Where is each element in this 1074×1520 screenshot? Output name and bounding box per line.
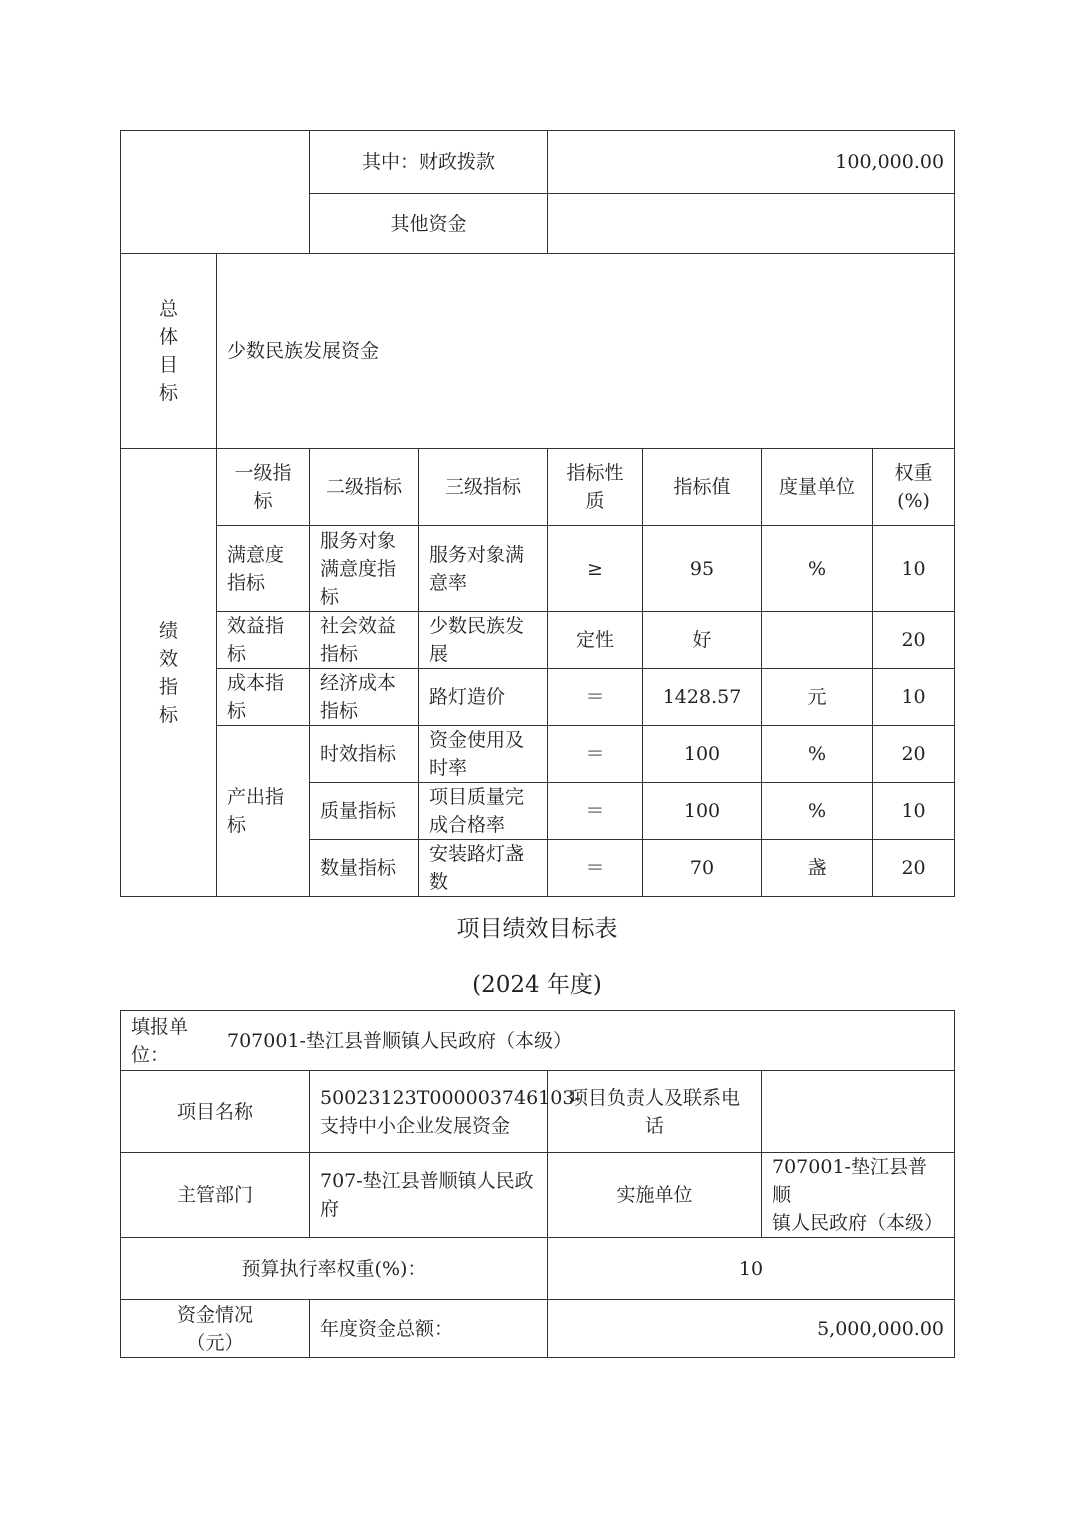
level1-cell: 满意度 指标 xyxy=(217,526,310,612)
weight-cell: 10 xyxy=(873,783,955,840)
fiscal-funding-label: 其中：财政拨款 xyxy=(310,131,548,194)
level1-cell: 产出指 标 xyxy=(217,726,310,897)
annual-total-value: 5,000,000.00 xyxy=(548,1300,955,1358)
table-row xyxy=(121,726,955,783)
level2-cell: 服务对象 满意度指 标 xyxy=(310,526,419,612)
weight-cell: 10 xyxy=(873,526,955,612)
value-cell: 95 xyxy=(643,526,762,612)
nature-cell: ≥ xyxy=(548,526,643,612)
header-weight: 权重 (%) xyxy=(873,449,955,526)
project-name-label: 项目名称 xyxy=(121,1071,310,1153)
performance-indicator-label: 绩 效 指 标 xyxy=(121,449,217,897)
fund-status-label: 资金情况 （元） xyxy=(121,1300,310,1358)
unit-cell: 盏 xyxy=(762,840,873,897)
level2-cell: 数量指标 xyxy=(310,840,419,897)
contact-label: 项目负责人及联系电 话 xyxy=(548,1071,762,1153)
blank-cell xyxy=(121,131,310,254)
value-cell: 好 xyxy=(643,612,762,669)
nature-cell: ＝ xyxy=(548,783,643,840)
filler-unit-value: 707001-垫江县普顺镇人民政府（本级） xyxy=(227,1029,572,1052)
table-row xyxy=(121,612,955,669)
budget-weight-label: 预算执行率权重(%)： xyxy=(121,1238,548,1300)
level3-cell: 安装路灯盏 数 xyxy=(419,840,548,897)
level2-cell: 时效指标 xyxy=(310,726,419,783)
annual-total-label: 年度资金总额： xyxy=(310,1300,548,1358)
table-row xyxy=(121,526,955,612)
header-level3: 三级指标 xyxy=(419,449,548,526)
document-year: (2024 年度) xyxy=(472,972,602,998)
overall-goal-text: 少数民族发展资金 xyxy=(217,254,955,449)
weight-cell: 10 xyxy=(873,669,955,726)
unit-cell: % xyxy=(762,726,873,783)
nature-cell: ＝ xyxy=(548,669,643,726)
budget-weight-value: 10 xyxy=(548,1238,955,1300)
header-level1: 一级指 标 xyxy=(217,449,310,526)
fiscal-funding-value: 100,000.00 xyxy=(548,131,955,194)
other-funding-label: 其他资金 xyxy=(310,194,548,254)
value-cell: 100 xyxy=(643,783,762,840)
filler-unit-label: 填报单 位： xyxy=(131,1015,189,1066)
unit-cell xyxy=(762,612,873,669)
level2-cell: 社会效益 指标 xyxy=(310,612,419,669)
value-cell: 70 xyxy=(643,840,762,897)
level3-cell: 少数民族发 展 xyxy=(419,612,548,669)
weight-cell: 20 xyxy=(873,726,955,783)
header-value: 指标值 xyxy=(643,449,762,526)
filler-unit-row xyxy=(121,1011,955,1071)
project-name-value: 50023123T000003746103- 支持中小企业发展资金 xyxy=(310,1071,548,1153)
header-nature: 指标性 质 xyxy=(548,449,643,526)
nature-cell: ＝ xyxy=(548,726,643,783)
dept-value: 707-垫江县普顺镇人民政 府 xyxy=(310,1153,548,1238)
contact-value xyxy=(762,1071,955,1153)
level3-cell: 项目质量完 成合格率 xyxy=(419,783,548,840)
level3-cell: 服务对象满 意率 xyxy=(419,526,548,612)
other-funding-value xyxy=(548,194,955,254)
project-info-table xyxy=(120,1010,955,1358)
value-cell: 100 xyxy=(643,726,762,783)
impl-unit-label: 实施单位 xyxy=(548,1153,762,1238)
level2-cell: 经济成本 指标 xyxy=(310,669,419,726)
level1-cell: 效益指 标 xyxy=(217,612,310,669)
nature-cell: 定性 xyxy=(548,612,643,669)
level1-cell: 成本指 标 xyxy=(217,669,310,726)
header-level2: 二级指标 xyxy=(310,449,419,526)
dept-label: 主管部门 xyxy=(121,1153,310,1238)
level3-cell: 资金使用及 时率 xyxy=(419,726,548,783)
weight-cell: 20 xyxy=(873,612,955,669)
unit-cell: % xyxy=(762,526,873,612)
unit-cell: % xyxy=(762,783,873,840)
document-title: 项目绩效目标表 xyxy=(456,916,618,942)
header-unit: 度量单位 xyxy=(762,449,873,526)
performance-table-continued xyxy=(120,130,955,897)
overall-goal-label: 总 体 目 标 xyxy=(121,254,217,449)
value-cell: 1428.57 xyxy=(643,669,762,726)
table-row xyxy=(121,669,955,726)
level2-cell: 质量指标 xyxy=(310,783,419,840)
unit-cell: 元 xyxy=(762,669,873,726)
level3-cell: 路灯造价 xyxy=(419,669,548,726)
nature-cell: ＝ xyxy=(548,840,643,897)
impl-unit-value: 707001-垫江县普顺 镇人民政府（本级） xyxy=(762,1153,955,1238)
weight-cell: 20 xyxy=(873,840,955,897)
